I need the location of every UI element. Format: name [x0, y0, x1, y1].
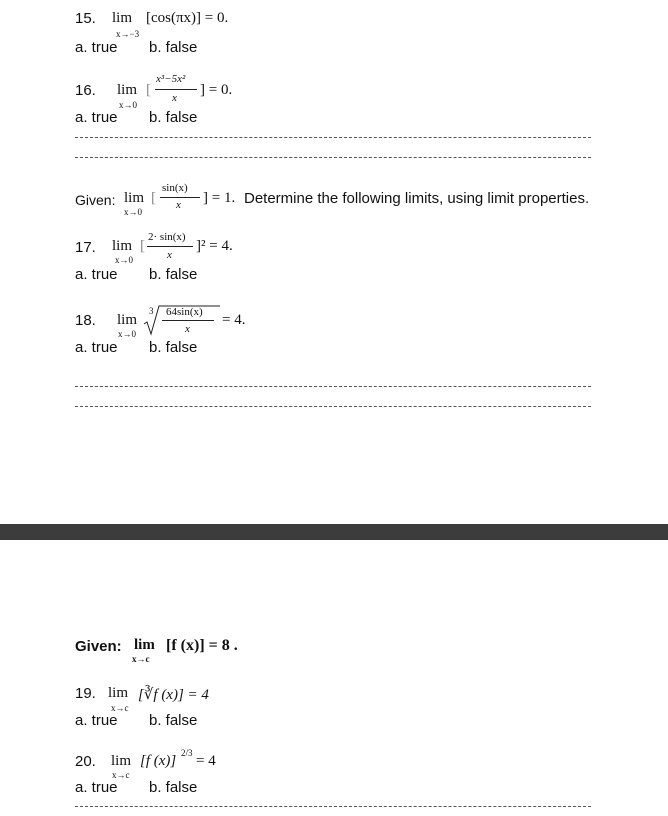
limit-subscript: x→0: [118, 329, 136, 339]
question-number: 15.: [75, 10, 96, 27]
limit-subscript: x→0: [115, 255, 133, 265]
limit-operator: lim: [134, 637, 155, 653]
close-expression: ] = 1.: [203, 190, 236, 206]
fraction-denominator: x: [185, 323, 190, 335]
limit-subscript: x→0: [124, 207, 142, 217]
question-number: 16.: [75, 82, 96, 99]
open-bracket: [: [146, 82, 151, 98]
divider: [75, 406, 591, 407]
question-number: 17.: [75, 239, 96, 256]
close-expression: ] = 0.: [200, 82, 233, 98]
divider: [75, 137, 591, 138]
limit-expression: [cos(πx)] = 0.: [146, 10, 229, 26]
option-a[interactable]: a. true: [75, 339, 118, 356]
limit-subscript: x→c: [111, 703, 129, 713]
fraction-denominator: x: [176, 199, 181, 211]
option-b[interactable]: b. false: [149, 39, 198, 56]
limit-operator: lim: [111, 753, 132, 769]
question-number: 18.: [75, 312, 96, 329]
limit-operator: lim: [112, 10, 133, 26]
given-label: Given:: [75, 638, 122, 655]
option-a[interactable]: a. true: [75, 109, 118, 126]
open-bracket: [: [151, 190, 156, 206]
limit-subscript: x→c: [132, 654, 150, 664]
option-b[interactable]: b. false: [149, 712, 198, 729]
root-index: 3: [149, 306, 154, 316]
fraction-bar: [147, 246, 193, 247]
limit-operator: lim: [124, 190, 145, 206]
limit-subscript: x→−3: [116, 29, 140, 39]
question-number: 20.: [75, 753, 96, 770]
limit-subscript: x→0: [119, 100, 137, 110]
open-bracket: [: [140, 238, 145, 254]
option-b[interactable]: b. false: [149, 339, 198, 356]
option-a[interactable]: a. true: [75, 712, 118, 729]
close-expression: ]² = 4.: [196, 238, 233, 254]
fraction-bar: [162, 320, 214, 321]
divider: [75, 157, 591, 158]
fraction-denominator: x: [167, 249, 172, 261]
limit-expression: [f (x)] = 8 .: [166, 637, 238, 654]
limit-operator: lim: [117, 82, 138, 98]
option-a[interactable]: a. true: [75, 779, 118, 796]
fraction-numerator: 2· sin(x): [148, 231, 186, 243]
option-a[interactable]: a. true: [75, 39, 118, 56]
exponent: 2/3: [181, 748, 193, 758]
instruction-text: Determine the following limits, using limit properties.: [244, 190, 590, 207]
option-b[interactable]: b. false: [149, 109, 198, 126]
limit-subscript: x→c: [112, 770, 130, 780]
page-break: [0, 524, 668, 540]
fraction-bar: [160, 197, 200, 198]
limit-operator: lim: [117, 312, 138, 328]
limit-base: [f (x)]: [140, 753, 177, 769]
limit-operator: lim: [108, 685, 129, 701]
question-number: 19.: [75, 685, 96, 702]
fraction-denominator: x: [172, 92, 177, 104]
close-expression: = 4.: [222, 312, 246, 328]
divider: [75, 806, 591, 807]
option-b[interactable]: b. false: [149, 779, 198, 796]
given-label: Given:: [75, 192, 116, 208]
limit-operator: lim: [112, 238, 133, 254]
limit-tail: = 4: [196, 753, 216, 769]
option-b[interactable]: b. false: [149, 266, 198, 283]
fraction-bar: [155, 89, 197, 90]
limit-expression: [∛f (x)] = 4: [138, 687, 209, 703]
divider: [75, 386, 591, 387]
fraction-numerator: sin(x): [162, 182, 188, 194]
fraction-numerator: 64sin(x): [166, 306, 203, 318]
option-a[interactable]: a. true: [75, 266, 118, 283]
fraction-numerator: x³−5x²: [156, 73, 186, 85]
